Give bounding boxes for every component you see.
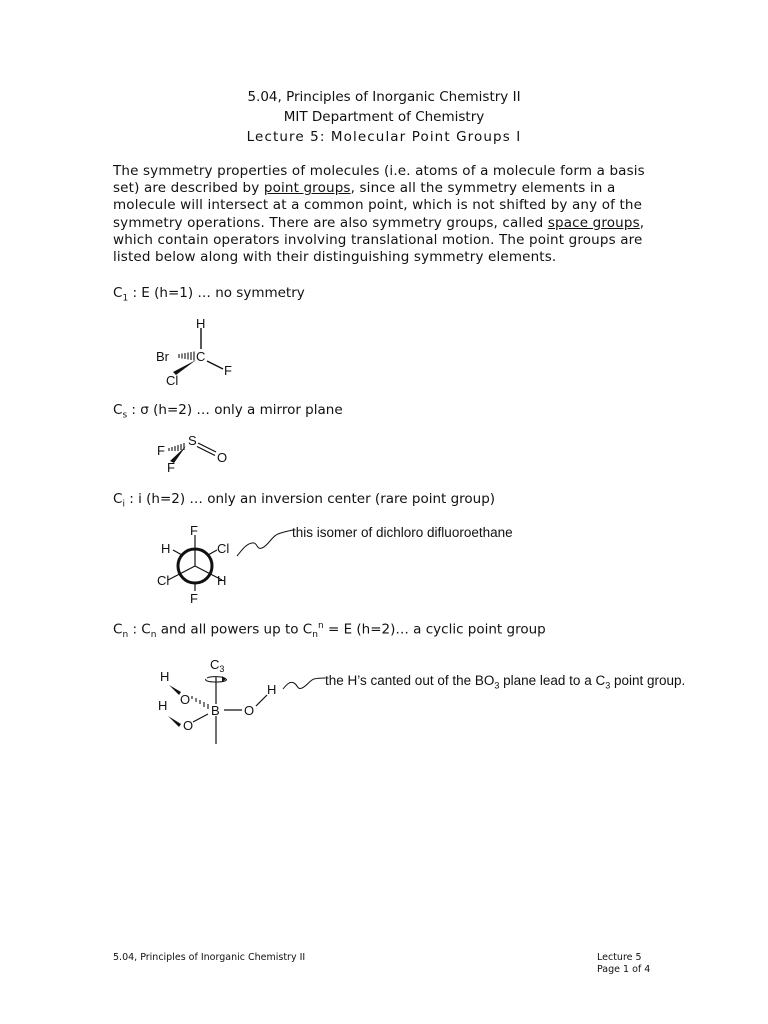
group-ci-subscript: i bbox=[122, 499, 125, 510]
chbrclf-f-label: F bbox=[224, 363, 232, 378]
group-cn-symbol: C bbox=[113, 621, 123, 638]
footer-page-info bbox=[597, 952, 650, 976]
point-groups-term: point groups bbox=[263, 180, 351, 197]
sof2-f2-label: F bbox=[167, 460, 175, 475]
c3-axis-label bbox=[210, 657, 224, 674]
group-cs-description: : σ (h=2) … only a mirror plane bbox=[127, 402, 343, 418]
group-c1-line bbox=[113, 285, 305, 304]
group-cn-description: = E (h=2)… a cyclic point group bbox=[323, 621, 546, 638]
footer-page-number: Page 1 of 4 bbox=[597, 964, 651, 975]
group-ci-description: : i (h=2) … only an inversion center (rare point group) bbox=[124, 491, 496, 507]
group-cs-subscript: s bbox=[122, 410, 128, 421]
newman-h-left-label: H bbox=[161, 541, 171, 556]
newman-cl-left-label: Cl bbox=[157, 573, 170, 588]
intro-text-3: , which contain operators involving translational motion. The point groups are listed below along with their distinguishing symmetry elements. bbox=[113, 214, 645, 266]
cn-note-text-3: point group. bbox=[610, 673, 686, 688]
boh3-b-label: B bbox=[211, 703, 220, 718]
group-cn-subscript-2: n bbox=[150, 630, 157, 641]
intro-text-1: The symmetry properties of molecules (i.e. atoms of a molecule form a basis set) are described by bbox=[113, 163, 645, 197]
c3-axis-subscript: 3 bbox=[219, 664, 225, 674]
chbrclf-cl-label: Cl bbox=[166, 373, 179, 388]
newman-projection bbox=[155, 522, 245, 607]
group-c1-symbol: C bbox=[113, 285, 123, 301]
boh3-h3-label: H bbox=[267, 682, 277, 697]
group-cn-superscript: n bbox=[317, 621, 324, 631]
cn-note-subscript-2: 3 bbox=[605, 680, 611, 691]
group-cn-text-2: and all powers up to C bbox=[156, 621, 313, 638]
chbrclf-c-label: C bbox=[196, 349, 206, 364]
sof2-o-label: O bbox=[217, 450, 228, 465]
newman-f-top-label: F bbox=[190, 523, 198, 538]
department-title: MIT Department of Chemistry bbox=[283, 109, 485, 125]
cn-note-subscript-1: 3 bbox=[494, 680, 500, 691]
cn-note-text-2: plane lead to a C bbox=[499, 673, 606, 688]
group-cn-subscript: n bbox=[122, 630, 129, 641]
chbrclf-h-label: H bbox=[196, 316, 206, 331]
cn-squiggle-pointer bbox=[282, 675, 326, 695]
sof2-s-label: S bbox=[188, 433, 197, 448]
group-c1-description: : E (h=1) … no symmetry bbox=[128, 285, 305, 301]
boh3-o2-label: O bbox=[183, 718, 194, 733]
group-ci-symbol: C bbox=[113, 491, 123, 507]
intro-text-2: , since all the symmetry elements in a molecule will intersect at a common point, which is not shifted by any of the symmetry operations. There are also symmetry groups, called bbox=[113, 180, 643, 231]
space-groups-term: space groups bbox=[547, 214, 640, 231]
sof2-structure bbox=[150, 428, 240, 478]
group-ci-line bbox=[113, 491, 495, 510]
boh3-o3-label: O bbox=[244, 703, 255, 718]
chbrclf-br-label: Br bbox=[156, 349, 169, 364]
boh3-h2-label: H bbox=[158, 698, 168, 713]
ci-note: this isomer of dichloro difluoroethane bbox=[292, 525, 513, 540]
group-cs-line bbox=[113, 402, 343, 421]
group-cs-symbol: C bbox=[113, 402, 123, 418]
ci-squiggle-pointer bbox=[236, 526, 296, 560]
newman-h-right-label: H bbox=[217, 573, 227, 588]
lecture-title: Lecture 5: Molecular Point Groups I bbox=[246, 129, 522, 145]
boh3-o1-label: O bbox=[180, 692, 191, 707]
footer-lecture: Lecture 5 bbox=[597, 952, 642, 963]
footer-course: 5.04, Principles of Inorganic Chemistry II bbox=[113, 952, 306, 963]
group-cn-text-1: : C bbox=[128, 621, 151, 638]
newman-f-bottom-label: F bbox=[190, 591, 198, 606]
c3-axis-symbol: C bbox=[210, 657, 220, 672]
group-cn-line bbox=[113, 621, 546, 640]
cn-note bbox=[325, 672, 705, 695]
boh3-structure bbox=[150, 652, 300, 747]
group-c1-subscript: 1 bbox=[122, 293, 129, 304]
newman-cl-right-label: Cl bbox=[217, 541, 230, 556]
intro-paragraph bbox=[113, 163, 658, 266]
chbrclf-structure bbox=[150, 312, 250, 392]
group-cn-subscript-3: n bbox=[312, 630, 318, 641]
course-title: 5.04, Principles of Inorganic Chemistry II bbox=[247, 89, 521, 105]
cn-note-text-1: the H’s canted out of the BO bbox=[325, 673, 495, 688]
sof2-f1-label: F bbox=[157, 443, 165, 458]
boh3-h1-label: H bbox=[160, 669, 170, 684]
